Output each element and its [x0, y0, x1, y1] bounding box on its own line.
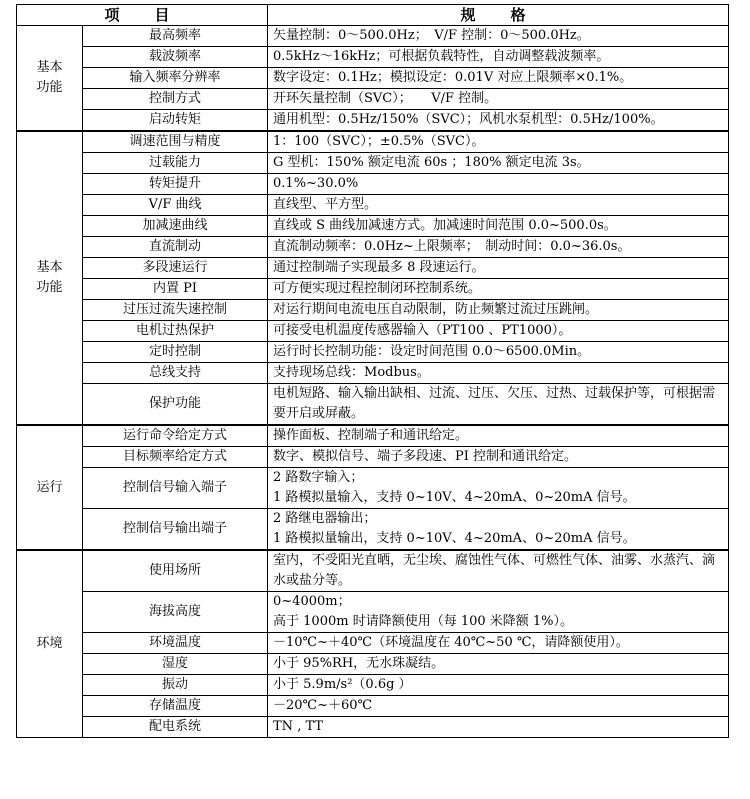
item-cell: 输入频率分辨率: [83, 68, 268, 89]
item-cell: 加减速曲线: [83, 216, 268, 237]
table-row: [17, 425, 729, 447]
table-row: [17, 47, 729, 68]
item-cell: 控制方式: [83, 89, 268, 110]
spec-cell: 0.5kHz～16kHz；可根据负载特性，自动调整载波频率。: [268, 47, 729, 68]
table-row: [17, 68, 729, 89]
item-cell: 控制信号输出端子: [83, 509, 268, 551]
table-row: [17, 26, 729, 47]
spec-cell: 通用机型：0.5Hz/150%（SVC）；风机水泵机型：0.5Hz/100%。: [268, 110, 729, 132]
spec-cell: －20℃~＋60℃: [268, 696, 729, 717]
table-row: [17, 89, 729, 110]
table-row: [17, 237, 729, 258]
item-cell: 过压过流失速控制: [83, 300, 268, 321]
table-row: [17, 468, 729, 509]
spec-cell: 对运行期间电流电压自动限制，防止频繁过流过压跳闸。: [268, 300, 729, 321]
item-cell: 过载能力: [83, 153, 268, 174]
spec-table: [16, 4, 729, 738]
spec-cell: G 型机：150% 额定电流 60s ；180% 额定电流 3s。: [268, 153, 729, 174]
spec-cell: 小于 95%RH，无水珠凝结。: [268, 654, 729, 675]
item-cell: 定时控制: [83, 342, 268, 363]
item-cell: 运行命令给定方式: [83, 425, 268, 447]
item-cell: 湿度: [83, 654, 268, 675]
item-cell: 保护功能: [83, 384, 268, 426]
category-cell: 环境: [17, 550, 83, 738]
spec-cell: 1：100（SVC）；±0.5%（SVC）。: [268, 131, 729, 153]
spec-cell: 0.1%~30.0%: [268, 174, 729, 195]
header-spec: 规 格: [268, 5, 729, 26]
spec-cell: 0~4000m； 高于 1000m 时请降额使用（每 100 米降额 1%）。: [268, 592, 729, 633]
item-cell: 内置 PI: [83, 279, 268, 300]
spec-cell: 直流制动频率：0.0Hz~上限频率； 制动时间：0.0~36.0s。: [268, 237, 729, 258]
spec-cell: 开环矢量控制（SVC）； V/F 控制。: [268, 89, 729, 110]
table-row: [17, 300, 729, 321]
table-row: [17, 342, 729, 363]
spec-cell: 矢量控制：0～500.0Hz； V/F 控制：0～500.0Hz。: [268, 26, 729, 47]
item-cell: V/F 曲线: [83, 195, 268, 216]
spec-cell: 操作面板、控制端子和通讯给定。: [268, 425, 729, 447]
spec-cell: 可方便实现过程控制闭环控制系统。: [268, 279, 729, 300]
item-cell: 调速范围与精度: [83, 131, 268, 153]
item-cell: 振动: [83, 675, 268, 696]
table-row: [17, 509, 729, 551]
table-row: [17, 258, 729, 279]
spec-cell: 数字设定：0.1Hz；模拟设定：0.01V 对应上限频率×0.1%。: [268, 68, 729, 89]
spec-cell: 数字、模拟信号、端子多段速、PI 控制和通讯给定。: [268, 447, 729, 468]
item-cell: 直流制动: [83, 237, 268, 258]
item-cell: 配电系统: [83, 717, 268, 738]
spec-cell: 直线型、平方型。: [268, 195, 729, 216]
table-row: [17, 321, 729, 342]
spec-cell: 电机短路、输入输出缺相、过流、过压、欠压、过热、过载保护等，可根据需要开启或屏蔽。: [268, 384, 729, 426]
item-cell: 启动转矩: [83, 110, 268, 132]
header-item: 项 目: [17, 5, 268, 26]
spec-cell: 小于 5.9m/s²（0.6g ）: [268, 675, 729, 696]
header-row: [17, 5, 729, 26]
item-cell: 转矩提升: [83, 174, 268, 195]
category-cell: 运行: [17, 425, 83, 550]
table-row: [17, 153, 729, 174]
table-row: [17, 675, 729, 696]
table-row: [17, 550, 729, 592]
item-cell: 海拔高度: [83, 592, 268, 633]
spec-cell: 通过控制端子实现最多 8 段速运行。: [268, 258, 729, 279]
item-cell: 使用场所: [83, 550, 268, 592]
item-cell: 总线支持: [83, 363, 268, 384]
table-row: [17, 633, 729, 654]
table-row: [17, 447, 729, 468]
item-cell: 存储温度: [83, 696, 268, 717]
spec-cell: TN , TT: [268, 717, 729, 738]
item-cell: 环境温度: [83, 633, 268, 654]
category-cell: 基本 功能: [17, 26, 83, 132]
spec-cell: 室内，不受阳光直晒，无尘埃、腐蚀性气体、可燃性气体、油雾、水蒸汽、滴水或盐分等。: [268, 550, 729, 592]
table-row: [17, 279, 729, 300]
table-row: [17, 110, 729, 132]
spec-cell: 2 路数字输入； 1 路模拟量输入，支持 0~10V、4~20mA、0~20mA 信号。: [268, 468, 729, 509]
spec-cell: 2 路继电器输出； 1 路模拟量输出，支持 0~10V、4~20mA、0~20mA 信号。: [268, 509, 729, 551]
table-row: [17, 131, 729, 153]
item-cell: 最高频率: [83, 26, 268, 47]
spec-cell: 直线或 S 曲线加减速方式。加减速时间范围 0.0~500.0s。: [268, 216, 729, 237]
table-row: [17, 696, 729, 717]
table-row: [17, 363, 729, 384]
spec-cell: －10℃~＋40℃（环境温度在 40℃~50 ℃，请降额使用）。: [268, 633, 729, 654]
spec-cell: 运行时长控制功能：设定时间范围 0.0～6500.0Min。: [268, 342, 729, 363]
item-cell: 目标频率给定方式: [83, 447, 268, 468]
item-cell: 控制信号输入端子: [83, 468, 268, 509]
table-row: [17, 174, 729, 195]
table-row: [17, 384, 729, 426]
spec-cell: 可接受电机温度传感器输入（PT100 、PT1000）。: [268, 321, 729, 342]
table-row: [17, 717, 729, 738]
table-row: [17, 654, 729, 675]
spec-cell: 支持现场总线：Modbus。: [268, 363, 729, 384]
category-cell: 基本 功能: [17, 131, 83, 425]
item-cell: 载波频率: [83, 47, 268, 68]
table-row: [17, 195, 729, 216]
item-cell: 多段速运行: [83, 258, 268, 279]
item-cell: 电机过热保护: [83, 321, 268, 342]
table-row: [17, 216, 729, 237]
table-row: [17, 592, 729, 633]
